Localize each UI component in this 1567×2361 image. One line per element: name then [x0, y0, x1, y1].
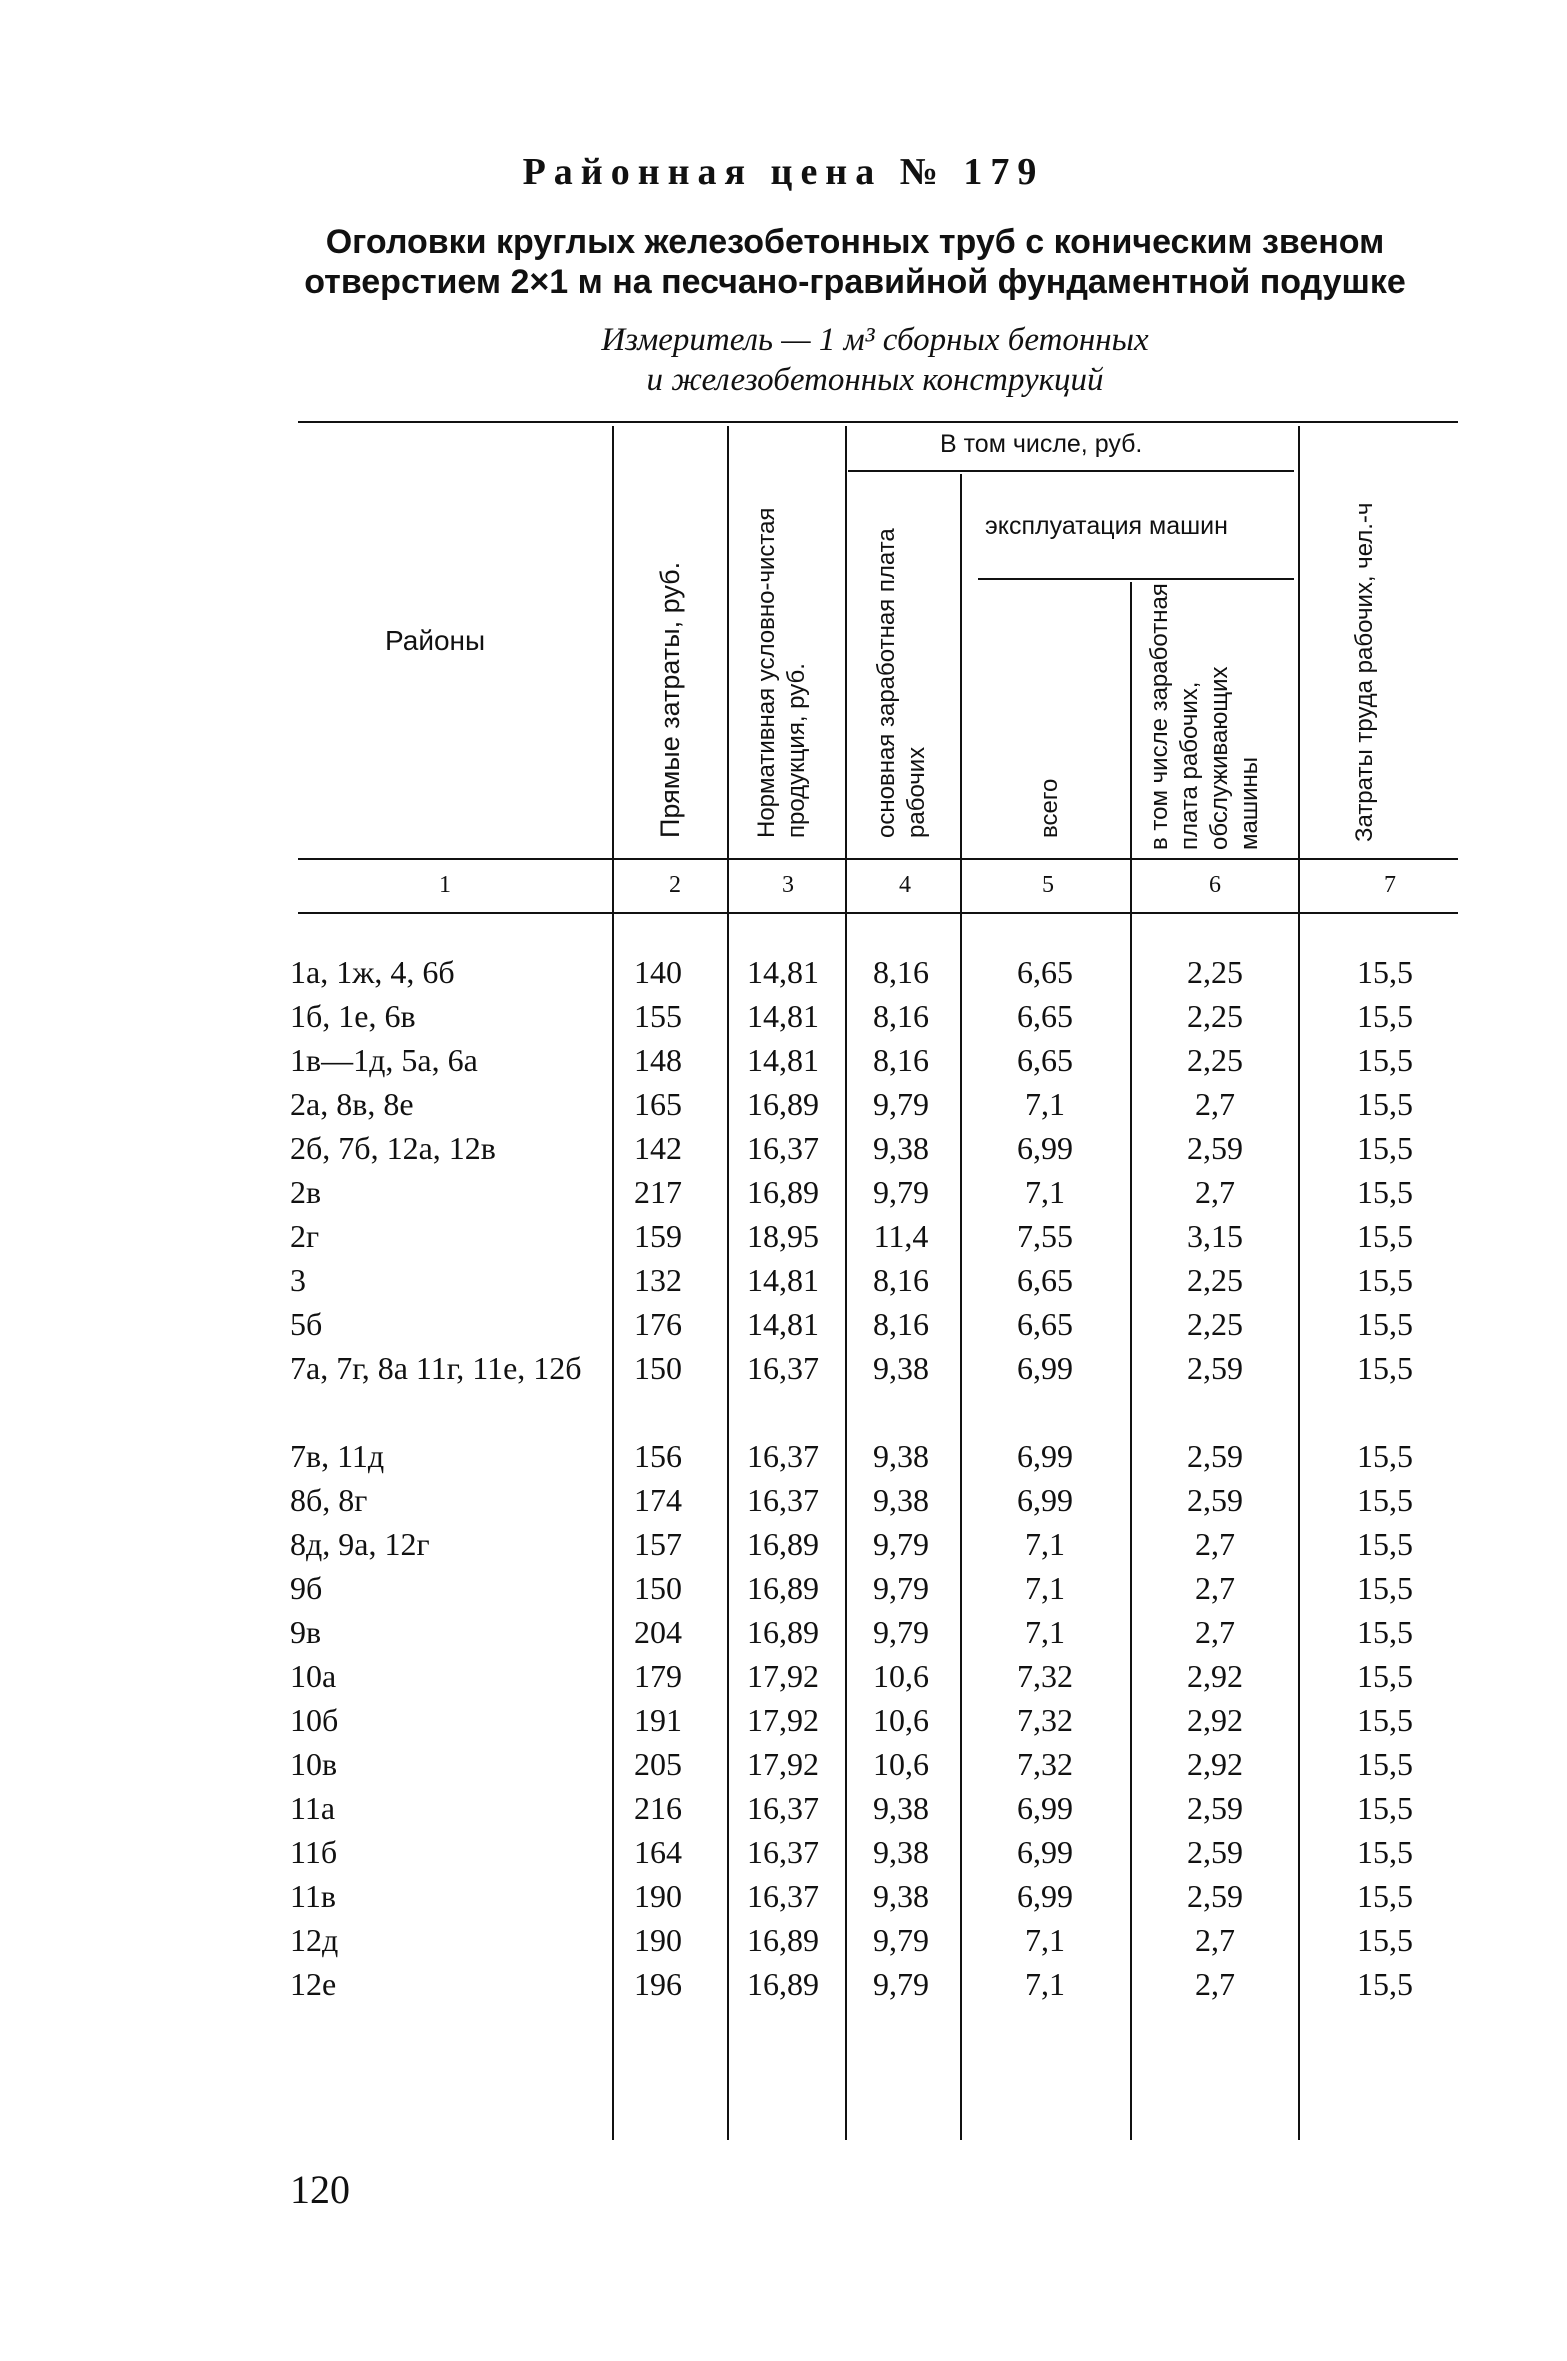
table-cell-col-7: 15,5 — [1357, 1350, 1413, 1386]
table-cell-col-4: 9,79 — [873, 1614, 929, 1650]
table-cell-col-3: 16,37 — [747, 1130, 819, 1166]
table-cell-col-4: 10,6 — [873, 1658, 929, 1694]
table-cell-col-5: 6,65 — [1017, 954, 1073, 990]
table-cell-col-5: 7,32 — [1017, 1746, 1073, 1782]
table-row — [0, 1038, 1567, 1082]
table-cell-col-1: 10б — [290, 1702, 339, 1738]
table-cell-col-1: 5б — [290, 1306, 323, 1342]
table-cell-col-5: 6,65 — [1017, 1306, 1073, 1342]
table-cell-col-2: 205 — [634, 1746, 682, 1782]
colnum-2: 2 — [669, 872, 681, 898]
table-cell-col-3: 16,37 — [747, 1790, 819, 1826]
table-cell-col-5: 6,99 — [1017, 1350, 1073, 1386]
table-cell-col-3: 16,37 — [747, 1834, 819, 1870]
table-cell-col-2: 191 — [634, 1702, 682, 1738]
table-cell-col-6: 2,7 — [1195, 1174, 1235, 1210]
table-row — [0, 1170, 1567, 1214]
table-cell-col-7: 15,5 — [1357, 1702, 1413, 1738]
table-cell-col-5: 6,65 — [1017, 998, 1073, 1034]
table-cell-col-6: 2,7 — [1195, 1526, 1235, 1562]
table-cell-col-1: 11а — [290, 1790, 336, 1826]
table-row — [0, 1610, 1567, 1654]
table-cell-col-2: 156 — [634, 1438, 682, 1474]
table-cell-col-7: 15,5 — [1357, 1130, 1413, 1166]
table-cell-col-2: 217 — [634, 1174, 682, 1210]
table-cell-col-3: 16,89 — [747, 1614, 819, 1650]
table-cell-col-3: 17,92 — [747, 1746, 819, 1782]
table-cell-col-3: 18,95 — [747, 1218, 819, 1254]
table-row — [0, 950, 1567, 994]
table-cell-col-2: 155 — [634, 998, 682, 1034]
table-cell-col-5: 7,1 — [1025, 1614, 1065, 1650]
table-cell-col-7: 15,5 — [1357, 1570, 1413, 1606]
table-cell-col-5: 6,99 — [1017, 1482, 1073, 1518]
table-cell-col-2: 140 — [634, 954, 682, 990]
table-row — [0, 1786, 1567, 1830]
table-cell-col-1: 2б, 7б, 12а, 12в — [290, 1130, 496, 1166]
table-cell-col-5: 6,99 — [1017, 1834, 1073, 1870]
table-cell-col-4: 9,79 — [873, 1086, 929, 1122]
table-cell-col-3: 14,81 — [747, 1262, 819, 1298]
table-cell-col-6: 2,25 — [1187, 954, 1243, 990]
table-cell-col-2: 148 — [634, 1042, 682, 1078]
table-cell-col-6: 2,59 — [1187, 1482, 1243, 1518]
table-cell-col-7: 15,5 — [1357, 1526, 1413, 1562]
table-cell-col-1: 12е — [290, 1966, 337, 2002]
measure-line-2: и железобетонных конструкций — [646, 362, 1104, 398]
table-cell-col-1: 7а, 7г, 8а 11г, 11е, 12б — [290, 1350, 582, 1386]
table-cell-col-6: 2,7 — [1195, 1614, 1235, 1650]
colnum-5: 5 — [1042, 872, 1054, 898]
table-row — [0, 1522, 1567, 1566]
table-cell-col-3: 14,81 — [747, 1306, 819, 1342]
table-cell-col-7: 15,5 — [1357, 1966, 1413, 2002]
table-cell-col-3: 17,92 — [747, 1702, 819, 1738]
table-cell-col-4: 9,38 — [873, 1878, 929, 1914]
table-cell-col-1: 9б — [290, 1570, 323, 1606]
table-cell-col-5: 6,99 — [1017, 1438, 1073, 1474]
table-row — [0, 1258, 1567, 1302]
table-cell-col-4: 11,4 — [873, 1218, 929, 1254]
table-row — [0, 1830, 1567, 1874]
colnum-1: 1 — [439, 872, 451, 898]
table-cell-col-1: 1а, 1ж, 4, 6б — [290, 954, 455, 990]
table-cell-col-6: 2,7 — [1195, 1570, 1235, 1606]
table-cell-col-5: 7,1 — [1025, 1086, 1065, 1122]
table-cell-col-2: 190 — [634, 1922, 682, 1958]
table-cell-col-1: 11в — [290, 1878, 336, 1914]
table-cell-col-5: 7,1 — [1025, 1570, 1065, 1606]
table-cell-col-7: 15,5 — [1357, 1218, 1413, 1254]
table-cell-col-1: 7в, 11д — [290, 1438, 385, 1474]
table-cell-col-3: 16,37 — [747, 1438, 819, 1474]
table-cell-col-4: 9,38 — [873, 1350, 929, 1386]
table-cell-col-1: 2г — [290, 1218, 320, 1254]
table-cell-col-4: 9,38 — [873, 1130, 929, 1166]
table-row — [0, 1698, 1567, 1742]
table-cell-col-7: 15,5 — [1357, 1262, 1413, 1298]
table-cell-col-5: 7,55 — [1017, 1218, 1073, 1254]
table-cell-col-1: 12д — [290, 1922, 339, 1958]
table-cell-col-7: 15,5 — [1357, 1482, 1413, 1518]
table-cell-col-7: 15,5 — [1357, 1658, 1413, 1694]
table-cell-col-4: 9,38 — [873, 1790, 929, 1826]
table-cell-col-1: 1б, 1е, 6в — [290, 998, 416, 1034]
table-cell-col-7: 15,5 — [1357, 1614, 1413, 1650]
colnum-3: 3 — [782, 872, 794, 898]
table-cell-col-6: 2,59 — [1187, 1834, 1243, 1870]
table-cell-col-6: 2,59 — [1187, 1878, 1243, 1914]
table-cell-col-6: 2,7 — [1195, 1966, 1235, 2002]
table-cell-col-5: 7,32 — [1017, 1702, 1073, 1738]
table-row — [0, 1654, 1567, 1698]
table-cell-col-7: 15,5 — [1357, 1438, 1413, 1474]
table-cell-col-1: 2в — [290, 1174, 322, 1210]
table-cell-col-3: 16,37 — [747, 1350, 819, 1386]
table-cell-col-6: 2,92 — [1187, 1746, 1243, 1782]
header-incl: В том числе, руб. — [940, 430, 1143, 458]
table-cell-col-2: 216 — [634, 1790, 682, 1826]
table-cell-col-7: 15,5 — [1357, 998, 1413, 1034]
table-cell-col-1: 8д, 9а, 12г — [290, 1526, 430, 1562]
table-row — [0, 1962, 1567, 2006]
table-row — [0, 1082, 1567, 1126]
table-cell-col-4: 8,16 — [873, 1042, 929, 1078]
table-cell-col-2: 196 — [634, 1966, 682, 2002]
table-cell-col-2: 164 — [634, 1834, 682, 1870]
header-direct-costs-text: Прямые затраты, руб. — [655, 561, 685, 838]
table-cell-col-6: 2,7 — [1195, 1086, 1235, 1122]
table-cell-col-1: 11б — [290, 1834, 338, 1870]
table-cell-col-6: 2,59 — [1187, 1790, 1243, 1826]
table-cell-col-7: 15,5 — [1357, 1746, 1413, 1782]
table-cell-col-3: 16,89 — [747, 1922, 819, 1958]
table-cell-col-6: 2,25 — [1187, 1262, 1243, 1298]
table-cell-col-3: 14,81 — [747, 998, 819, 1034]
table-cell-col-6: 2,25 — [1187, 998, 1243, 1034]
table-cell-col-4: 9,79 — [873, 1526, 929, 1562]
table-row — [0, 1214, 1567, 1258]
table-cell-col-4: 8,16 — [873, 1262, 929, 1298]
table-cell-col-2: 159 — [634, 1218, 682, 1254]
table-cell-col-3: 16,37 — [747, 1878, 819, 1914]
table-cell-col-5: 6,65 — [1017, 1042, 1073, 1078]
header-machines-wage-text: в том числе заработная плата рабочих, обслуживающих машины — [1146, 583, 1263, 850]
measure-line-1: Измеритель — 1 м³ сборных бетонных — [601, 322, 1149, 358]
table-cell-col-6: 2,92 — [1187, 1702, 1243, 1738]
header-base-wage-text: основная заработная плата рабочих — [873, 528, 930, 838]
header-regions: Районы — [385, 625, 486, 656]
table-cell-col-6: 3,15 — [1187, 1218, 1243, 1254]
table-cell-col-4: 10,6 — [873, 1702, 929, 1738]
table-cell-col-4: 9,79 — [873, 1922, 929, 1958]
table-cell-col-4: 8,16 — [873, 998, 929, 1034]
table-row — [0, 1302, 1567, 1346]
table-cell-col-6: 2,25 — [1187, 1306, 1243, 1342]
table-cell-col-3: 16,89 — [747, 1526, 819, 1562]
table-cell-col-3: 17,92 — [747, 1658, 819, 1694]
table-cell-col-4: 9,79 — [873, 1174, 929, 1210]
table-cell-col-7: 15,5 — [1357, 1174, 1413, 1210]
table-cell-col-6: 2,92 — [1187, 1658, 1243, 1694]
table-cell-col-4: 9,38 — [873, 1834, 929, 1870]
table-row — [0, 1874, 1567, 1918]
colnum-6: 6 — [1209, 872, 1221, 898]
table-cell-col-4: 8,16 — [873, 1306, 929, 1342]
table-cell-col-5: 7,1 — [1025, 1966, 1065, 2002]
header-normative-text: Нормативная условно-чистая продукция, руб. — [753, 507, 810, 838]
table-cell-col-1: 2а, 8в, 8е — [290, 1086, 414, 1122]
table-cell-col-3: 16,89 — [747, 1570, 819, 1606]
table-cell-col-2: 150 — [634, 1570, 682, 1606]
table-cell-col-7: 15,5 — [1357, 954, 1413, 990]
table-cell-col-1: 8б, 8г — [290, 1482, 368, 1518]
colnum-7: 7 — [1384, 872, 1396, 898]
table-cell-col-5: 6,99 — [1017, 1130, 1073, 1166]
table-cell-col-4: 9,38 — [873, 1438, 929, 1474]
table-cell-col-7: 15,5 — [1357, 1834, 1413, 1870]
table-cell-col-6: 2,59 — [1187, 1438, 1243, 1474]
table-cell-col-5: 7,1 — [1025, 1922, 1065, 1958]
header-labor-text: Затраты труда рабочих, чел.-ч — [1351, 502, 1378, 842]
table-cell-col-3: 14,81 — [747, 954, 819, 990]
table-cell-col-2: 132 — [634, 1262, 682, 1298]
table-cell-col-5: 6,99 — [1017, 1878, 1073, 1914]
table-cell-col-6: 2,7 — [1195, 1922, 1235, 1958]
table-cell-col-5: 7,1 — [1025, 1526, 1065, 1562]
table-cell-col-6: 2,25 — [1187, 1042, 1243, 1078]
table-cell-col-1: 10а — [290, 1658, 337, 1694]
table-row — [0, 1918, 1567, 1962]
table-cell-col-4: 9,38 — [873, 1482, 929, 1518]
table-cell-col-3: 16,37 — [747, 1482, 819, 1518]
table-cell-col-4: 9,79 — [873, 1570, 929, 1606]
table-row — [0, 1742, 1567, 1786]
table-cell-col-3: 16,89 — [747, 1174, 819, 1210]
table-cell-col-7: 15,5 — [1357, 1086, 1413, 1122]
table-row — [0, 1566, 1567, 1610]
table-cell-col-7: 15,5 — [1357, 1306, 1413, 1342]
header-machines: эксплуатация машин — [985, 512, 1228, 540]
colnum-4: 4 — [899, 872, 911, 898]
table-cell-col-5: 7,1 — [1025, 1174, 1065, 1210]
table-cell-col-2: 157 — [634, 1526, 682, 1562]
table-cell-col-2: 179 — [634, 1658, 682, 1694]
table-cell-col-1: 9в — [290, 1614, 322, 1650]
table-cell-col-2: 174 — [634, 1482, 682, 1518]
table-cell-col-1: 1в—1д, 5а, 6а — [290, 1042, 478, 1078]
table-cell-col-5: 6,65 — [1017, 1262, 1073, 1298]
table-cell-col-6: 2,59 — [1187, 1130, 1243, 1166]
table-row — [0, 1478, 1567, 1522]
header-machines-total-text: всего — [1036, 778, 1063, 838]
table-cell-col-7: 15,5 — [1357, 1922, 1413, 1958]
table-cell-col-2: 176 — [634, 1306, 682, 1342]
page-heading: Районная цена № 179 — [522, 151, 1045, 193]
table-cell-col-1: 10в — [290, 1746, 338, 1782]
table-cell-col-3: 16,89 — [747, 1966, 819, 2002]
table-cell-col-2: 142 — [634, 1130, 682, 1166]
table-row — [0, 994, 1567, 1038]
table-cell-col-3: 16,89 — [747, 1086, 819, 1122]
table-row — [0, 1126, 1567, 1170]
table-cell-col-4: 10,6 — [873, 1746, 929, 1782]
table-cell-col-6: 2,59 — [1187, 1350, 1243, 1386]
table-cell-col-4: 8,16 — [873, 954, 929, 990]
table-cell-col-2: 190 — [634, 1878, 682, 1914]
table-cell-col-7: 15,5 — [1357, 1790, 1413, 1826]
table-cell-col-2: 165 — [634, 1086, 682, 1122]
table-cell-col-7: 15,5 — [1357, 1042, 1413, 1078]
table-cell-col-5: 7,32 — [1017, 1658, 1073, 1694]
subtitle-line-1: Оголовки круглых железобетонных труб с коническим звеном — [325, 223, 1385, 261]
table-cell-col-7: 15,5 — [1357, 1878, 1413, 1914]
table-cell-col-3: 14,81 — [747, 1042, 819, 1078]
table-row — [0, 1434, 1567, 1478]
subtitle-line-2: отверстием 2×1 м на песчано-гравийной фундаментной подушке — [304, 263, 1406, 301]
table-cell-col-2: 204 — [634, 1614, 682, 1650]
table-row — [0, 1346, 1567, 1390]
table-cell-col-1: 3 — [290, 1262, 306, 1298]
table-cell-col-2: 150 — [634, 1350, 682, 1386]
table-cell-col-4: 9,79 — [873, 1966, 929, 2002]
page-number: 120 — [290, 2167, 350, 2212]
table-cell-col-5: 6,99 — [1017, 1790, 1073, 1826]
